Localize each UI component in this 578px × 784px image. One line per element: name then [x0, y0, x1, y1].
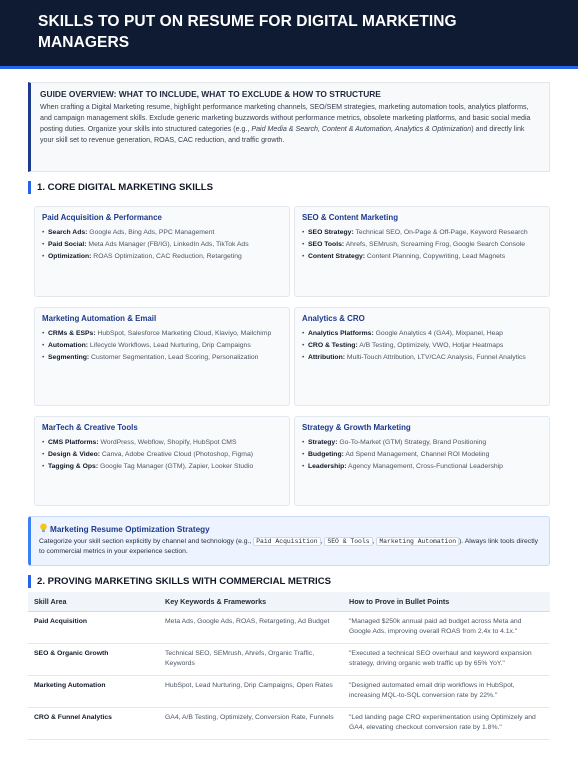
skill-card-strategy-growth — [294, 416, 550, 506]
skill-card-paid-acquisition — [34, 206, 290, 297]
code-tag: Marketing Automation — [376, 537, 459, 546]
skill-label: Attribution: — [308, 354, 345, 361]
skill-text: Agency Management, Cross-Functional Leadership — [346, 463, 503, 470]
table-row — [28, 612, 550, 644]
card-title: Strategy & Growth Marketing — [302, 423, 411, 432]
skill-item — [302, 341, 542, 351]
table-row — [28, 708, 550, 740]
bullet-example-cell: "Executed a technical SEO overhaul and keyword expansion strategy, driving organic web traffic up by 65% YoY." — [343, 644, 550, 676]
skill-text: Canva, Adobe Creative Cloud (Photoshop, Figma) — [100, 451, 254, 458]
guide-overview-box — [28, 82, 550, 172]
code-tag: Paid Acquisition — [253, 537, 320, 546]
section-1-title: 1. CORE DIGITAL MARKETING SKILLS — [28, 181, 213, 194]
skill-area-cell: Marketing Automation — [28, 676, 159, 708]
skill-text: Google Ads, Bing Ads, PPC Management — [87, 229, 215, 236]
skill-item — [42, 462, 282, 472]
skill-text: Ahrefs, SEMrush, Screaming Frog, Google Search Console — [344, 241, 526, 248]
skill-label: CRO & Testing: — [308, 342, 358, 349]
tip-text-part: Categorize your skill section explicitly by channel and technology (e.g., — [39, 538, 254, 545]
table-header-row — [28, 592, 550, 612]
section-2-title: 2. PROVING MARKETING SKILLS WITH COMMERCIAL METRICS — [28, 575, 331, 588]
bullet-example-cell: "Managed $250k annual paid ad budget across Meta and Google Ads, improving overall ROAS from 2.4x to 4.1x." — [343, 612, 550, 644]
skill-item — [42, 341, 282, 351]
skill-label: Leadership: — [308, 463, 347, 470]
skill-label: Budgeting: — [308, 451, 344, 458]
skill-item — [302, 329, 542, 339]
keywords-cell: HubSpot, Lead Nurturing, Drip Campaigns, Open Rates — [159, 676, 343, 708]
skill-text: Customer Segmentation, Lead Scoring, Personalization — [89, 354, 259, 361]
skill-card-analytics-cro — [294, 307, 550, 406]
skill-item — [302, 462, 542, 472]
skill-area-cell: CRO & Funnel Analytics — [28, 708, 159, 740]
skill-label: Analytics Platforms: — [308, 330, 374, 337]
skill-item — [42, 353, 282, 363]
skill-label: CRMs & ESPs: — [48, 330, 96, 337]
skill-item — [302, 353, 542, 363]
bullet-example-cell: "Designed automated email drip workflows in HubSpot, increasing MQL-to-SQL conversion rate by 22%." — [343, 676, 550, 708]
bullet-example-cell: "Led landing page CRO experimentation using Optimizely and GA4, elevating checkout conversion rate by 1.8%." — [343, 708, 550, 740]
column-header: Key Keywords & Frameworks — [159, 592, 343, 612]
skill-label: SEO Tools: — [308, 241, 345, 248]
tip-text — [39, 537, 541, 557]
skill-text: ROAS Optimization, CAC Reduction, Retargeting — [91, 253, 242, 260]
code-tag: SEO & Tools — [324, 537, 372, 546]
skill-label: Content Strategy: — [308, 253, 366, 260]
skill-text: Meta Ads Manager (FB/IG), LinkedIn Ads, TikTok Ads — [86, 241, 249, 248]
skill-text: Go-To-Market (GTM) Strategy, Brand Positioning — [337, 439, 487, 446]
skill-item — [302, 228, 542, 238]
skill-label: Paid Social: — [48, 241, 87, 248]
table-row — [28, 676, 550, 708]
skill-card-seo-content — [294, 206, 550, 297]
skill-label: Strategy: — [308, 439, 338, 446]
skill-text: Multi-Touch Attribution, LTV/CAC Analysis, Funnel Analytics — [345, 354, 526, 361]
lightbulb-icon — [39, 523, 48, 533]
skill-label: Tagging & Ops: — [48, 463, 99, 470]
skill-label: SEO Strategy: — [308, 229, 354, 236]
skill-text: Ad Spend Management, Channel ROI Modeling — [343, 451, 490, 458]
skill-text: Technical SEO, On-Page & Off-Page, Keyword Research — [353, 229, 528, 236]
card-title: MarTech & Creative Tools — [42, 423, 138, 432]
skill-item — [42, 252, 282, 262]
skill-item — [42, 329, 282, 339]
overview-text-part: ) and directly link your skill set to revenue generation, ROAS, CAC reduction, and traffic growth. — [40, 124, 525, 144]
overview-text-part: When crafting a Digital Marketing resume, highlight performance marketing channels, SEO/SEM strategies, marketing automation tools, analytics platforms, and campaign management skills. Exclude generic marketing buzzwords without performance metrics, obsolete marketing platforms, and basic social media posting duties. Organize your skills into structured categories (e.g., — [40, 103, 531, 133]
keywords-cell: Technical SEO, SEMrush, Ahrefs, Organic Traffic, Keywords — [159, 644, 343, 676]
skill-item — [42, 450, 282, 460]
skill-label: Optimization: — [48, 253, 92, 260]
column-header: Skill Area — [28, 592, 159, 612]
keywords-cell: GA4, A/B Testing, Optimizely, Conversion Rate, Funnels — [159, 708, 343, 740]
page-header — [0, 0, 578, 69]
column-header: How to Prove in Bullet Points — [343, 592, 550, 612]
skill-text: Lifecycle Workflows, Lead Nurturing, Drip Campaigns — [88, 342, 251, 349]
card-title: Paid Acquisition & Performance — [42, 213, 162, 222]
skill-text: A/B Testing, Optimizely, VWO, Hotjar Heatmaps — [357, 342, 504, 349]
skill-label: Design & Video: — [48, 451, 100, 458]
skill-label: CMS Platforms: — [48, 439, 99, 446]
skill-area-cell: Paid Acquisition — [28, 612, 159, 644]
skill-label: Search Ads: — [48, 229, 88, 236]
skill-text: Google Analytics 4 (GA4), Mixpanel, Heap — [373, 330, 503, 337]
overview-heading: GUIDE OVERVIEW: WHAT TO INCLUDE, WHAT TO EXCLUDE & HOW TO STRUCTURE — [40, 89, 381, 99]
tip-separator: , — [372, 538, 377, 545]
tip-title: Marketing Resume Optimization Strategy — [50, 525, 210, 534]
skill-item — [42, 228, 282, 238]
skill-item — [42, 438, 282, 448]
card-title: SEO & Content Marketing — [302, 213, 399, 222]
overview-text-italic: Paid Media & Search, Content & Automation, Analytics & Optimization — [251, 124, 472, 133]
tip-heading — [39, 523, 541, 534]
card-title: Analytics & CRO — [302, 314, 365, 323]
skill-label: Automation: — [48, 342, 89, 349]
skill-card-marketing-automation — [34, 307, 290, 406]
skill-area-cell: SEO & Organic Growth — [28, 644, 159, 676]
card-title: Marketing Automation & Email — [42, 314, 157, 323]
skill-card-martech-creative — [34, 416, 290, 506]
skill-item — [302, 450, 542, 460]
optimization-tip-box — [28, 516, 550, 566]
metrics-table — [28, 592, 550, 740]
skill-text: Content Planning, Copywriting, Lead Magnets — [365, 253, 506, 260]
table-row — [28, 644, 550, 676]
skill-text: HubSpot, Salesforce Marketing Cloud, Klaviyo, Mailchimp — [95, 330, 272, 337]
tip-separator: , — [320, 538, 325, 545]
tip-text-part: ). Always link tools directly to commercial metrics in your experience section. — [39, 538, 538, 555]
overview-text — [40, 102, 540, 146]
keywords-cell: Meta Ads, Google Ads, ROAS, Retargeting, Ad Budget — [159, 612, 343, 644]
skill-item — [42, 240, 282, 250]
page-title: SKILLS TO PUT ON RESUME FOR DIGITAL MARKETING MANAGERS — [38, 13, 457, 51]
skill-item — [302, 438, 542, 448]
skill-label: Segmenting: — [48, 354, 90, 361]
skill-text: Google Tag Manager (GTM), Zapier, Looker Studio — [98, 463, 254, 470]
skill-item — [302, 240, 542, 250]
skill-text: WordPress, Webflow, Shopify, HubSpot CMS — [98, 439, 237, 446]
skill-item — [302, 252, 542, 262]
